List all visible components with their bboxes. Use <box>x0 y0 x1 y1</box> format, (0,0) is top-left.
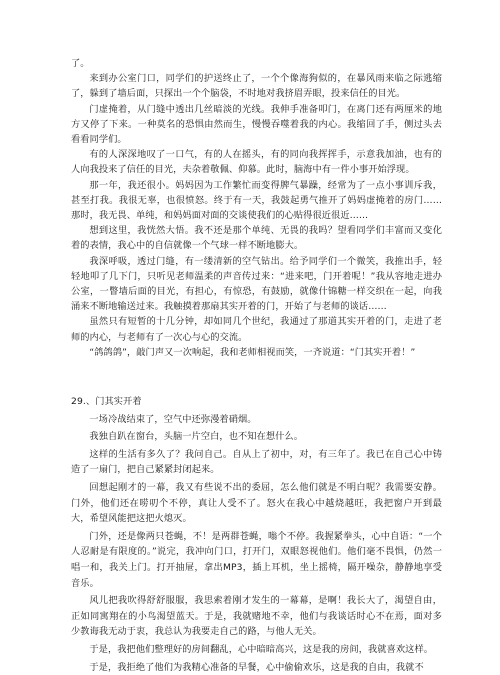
paragraph: 风儿把我吹得舒舒服服，我思索着刚才发生的一幕幕，是啊！我长大了，渴望自由，正如同寓翔在的小鸟渴望蓝天。于是，我就赌地不幸，他们与我谈话时心不在焉，面对多少教诲我无动于衷，我总认为我要走自己的路，与他人无关。 <box>71 595 442 638</box>
essay-one <box>71 56 442 360</box>
paragraph: 虽然只有短暂的十几分钟，却如同几个世纪，我通过了那道其实开着的门，走进了老师的内心，与老师有了一次心与心的交流。 <box>71 316 442 343</box>
paragraph: 于是，我拒绝了他们为我精心准备的早餐，心中偷偷欢乐，这是我的自由，我就不 <box>89 661 424 673</box>
paragraph: 门虚掩着，从门缝中透出几丝暗淡的光线。我伸手准备叩门，在离门还有两厘米的地方又停了下来。一种莫名的恐惧由然而生，慢慢吞噬着我的内心。我缩回了手，侧过头去看看同学们。 <box>71 103 442 146</box>
paragraph: 有的人深深地叹了一口气，有的人在摇头，有的同向我挥挥手，示意我加油，也有的人向我投来了信任的目光，夫杂着敬佩、仰慕。此时，脑海中有一件小事开始浮现。 <box>71 149 442 176</box>
paragraph: 门外，还是像两只苍蝇，不！是两群苍蝇，嗡个不停。我握紧拳头，心中自语：“一个人忍耐是有限度的。”说完，我冲向门口，打开门，双眼怒视他们。他们毫不畏惧，仍然一唱一和，我关上门。打开抽屉，拿出MP3，插上耳机，坐上摇椅，隔开噪杂，静静地享受音乐。 <box>71 530 442 589</box>
paragraph: 一场冷战结束了，空气中还弥漫着硝烟。 <box>89 413 257 425</box>
paragraph: 这样的生活有多久了？我问自己。自从上了初中，对，有三年了。我已在自己心中铸造了一扇门，把自己紧紧封闭起来。 <box>71 448 442 476</box>
paragraph: “鸽鸽鸽”，敲门声又一次响起，我和老师相视而笑，一齐说道：“门其实开着！” <box>89 346 416 358</box>
paragraph: 于是，我把他们整理好的房间翻乱，心中暗暗高兴，这是我的房间，我就喜欢这样。 <box>89 643 434 655</box>
paragraph: 我深呼吸，透过门缝，有一缕清新的空气钻出。给予同学们一个微笑，我推出手，轻轻地叩了几下门，只听见老师温柔的声音传过来：“进来吧，门开着呢！”我从容地走进办公室，一瞥墙后面的目光，有担心，有惊恐，有鼓励，就像什锦糖一样交织在一起，向我涌来不断地输送过来。我触摸着那扇其实开着的门，开始了与老师的谈话…… <box>71 255 442 313</box>
paragraph: 了。 <box>71 58 90 69</box>
section-gap <box>71 360 442 394</box>
paragraph: 那一年，我还很小。妈妈因为工作繁忙而变得脾气暴躁，经常为了一点小事训斥我，甚至打我。我很无辜，也很愤怒。终于有一天，我鼓起勇气推开了妈妈虚掩着的房门……那时，我无畏、单纯，和妈妈面对面的交谈使我们的心贴得很近很近…… <box>71 179 442 222</box>
paragraph: 来到办公室门口，同学们的护送终止了，一个个像海狗似的，在暴风雨来临之际逃缩了，躲到了墙后面，只探出一个个脑袋，不时地对我挤眉弄眼，投来信任的目光。 <box>71 73 442 100</box>
paragraph: 想到这里，我恍然大悟。我不还是那个单纯、无畏的我吗？望看同学们丰富而又变化着的表情，我心中的自信就像一个气球一样不断地膨大。 <box>71 225 442 252</box>
essay-heading: 29.、门其实开着 <box>71 396 142 408</box>
paragraph: 我独自趴在窗台，头脑一片空白，也不知在想什么。 <box>89 431 304 443</box>
essay-two <box>71 394 442 675</box>
paragraph: 回想起刚才的一幕，我又有些说不出的委屈，怎么他们就是不明白呢？我需要安静。门外，他们还在唠叨个不停，真让人受不了。怒火在我心中越烧越旺，我把窗户开到最大，希望风能把这把火熄灭。 <box>71 482 442 525</box>
